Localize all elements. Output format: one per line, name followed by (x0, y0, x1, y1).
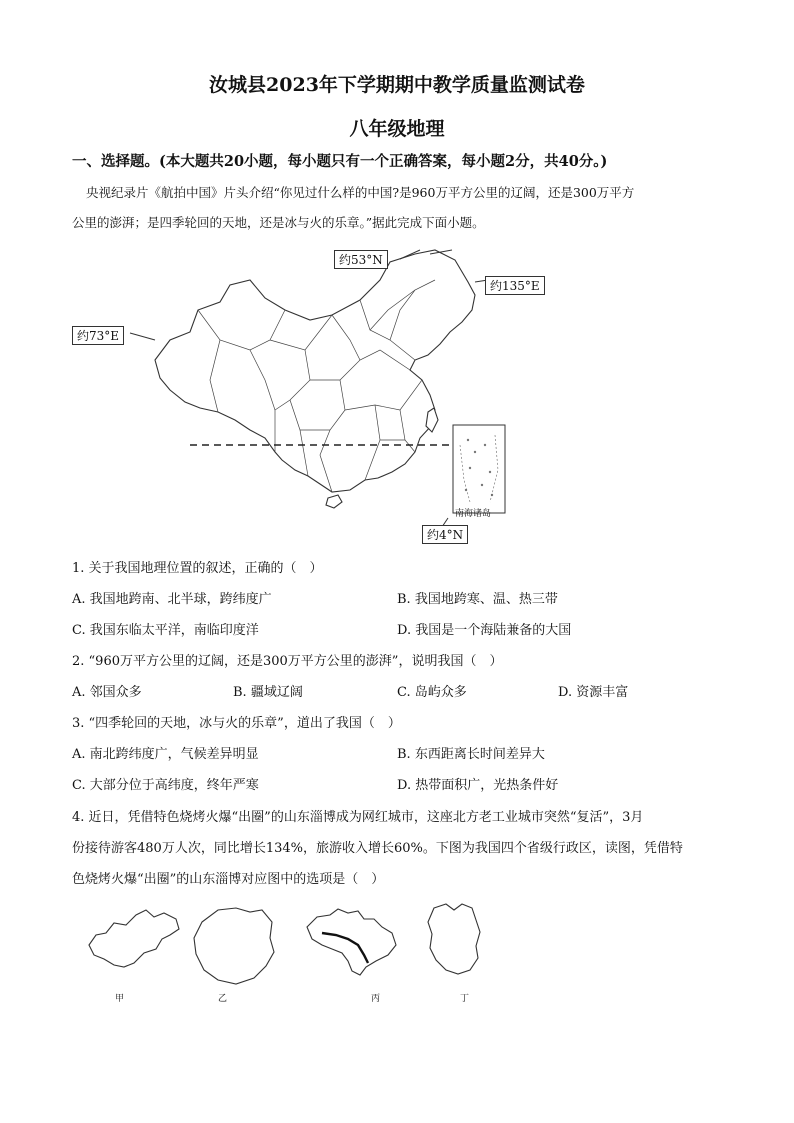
q4-stem-line-1: 4. 近日，凭借特色烧烤火爆“出圈”的山东淄博成为网红城市，这座北方老工业城市突然“复活”，3月 (72, 810, 644, 825)
province-ding (422, 898, 486, 980)
taiwan-island (426, 408, 438, 432)
label-ding: 丁 (460, 994, 470, 1004)
label-bing: 丙 (371, 994, 381, 1004)
q1-option-d: D. 我国是一个海陆兼备的大国 (397, 623, 572, 638)
label-yi: 乙 (218, 994, 228, 1004)
label-jia: 甲 (115, 994, 125, 1004)
exam-subtitle: 八年级地理 (349, 118, 445, 140)
label-135e: 约135°E (485, 276, 545, 295)
province-bing (302, 905, 400, 980)
label-4n: 约4°N (422, 525, 468, 544)
section-heading: 一、选择题。(本大题共20小题，每小题只有一个正确答案，每小题2分，共40分。) (72, 153, 608, 170)
inset-caption: 南海诸岛 (455, 509, 492, 519)
q1-option-a: A. 我国地跨南、北半球，跨纬度广 (72, 592, 272, 607)
south-china-sea-inset (453, 425, 505, 513)
q1-option-c: C. 我国东临太平洋，南临印度洋 (72, 623, 259, 638)
label-53n: 约53°N (334, 250, 388, 269)
q2-option-a: A. 邻国众多 (72, 685, 142, 700)
q2-option-c: C. 岛屿众多 (397, 685, 467, 700)
province-yi (188, 900, 280, 990)
intro-line-1: 央视纪录片《航拍中国》片头介绍“你见过什么样的中国?是960万平方公里的辽阔，还是300万平方 (86, 185, 635, 200)
china-outline (155, 250, 475, 492)
q2-option-d: D. 资源丰富 (558, 685, 629, 700)
china-map (70, 240, 550, 545)
q1-stem: 1. 关于我国地理位置的叙述，正确的（ ） (72, 561, 323, 576)
q3-stem: 3. “四季轮回的天地，冰与火的乐章”，道出了我国（ ） (72, 716, 401, 731)
q3-option-a: A. 南北跨纬度广，气候差异明显 (72, 747, 259, 762)
hainan-island (326, 495, 342, 508)
exam-title: 汝城县2023年下学期期中教学质量监测试卷 (209, 74, 585, 96)
q4-stem-line-3: 色烧烤火爆“出圈”的山东淄博对应图中的选项是（ ） (72, 872, 385, 887)
q3-option-c: C. 大部分位于高纬度，终年严寒 (72, 778, 259, 793)
q4-stem-line-2: 份接待游客480万人次，同比增长134%，旅游收入增长60%。下图为我国四个省级行政区，读图，凭借特 (72, 841, 683, 856)
q3-option-b: B. 东西距离长时间差异大 (397, 747, 545, 762)
q1-option-b: B. 我国地跨寒、温、热三带 (397, 592, 558, 607)
province-jia (84, 905, 184, 980)
q3-option-d: D. 热带面积广，光热条件好 (397, 778, 559, 793)
q2-option-b: B. 疆域辽阔 (233, 685, 303, 700)
label-73e: 约73°E (72, 326, 124, 345)
intro-line-2: 公里的澎湃；是四季轮回的天地，还是冰与火的乐章。”据此完成下面小题。 (72, 215, 485, 230)
q2-stem: 2. “960万平方公里的辽阔，还是300万平方公里的澎湃”，说明我国（ ） (72, 654, 503, 669)
